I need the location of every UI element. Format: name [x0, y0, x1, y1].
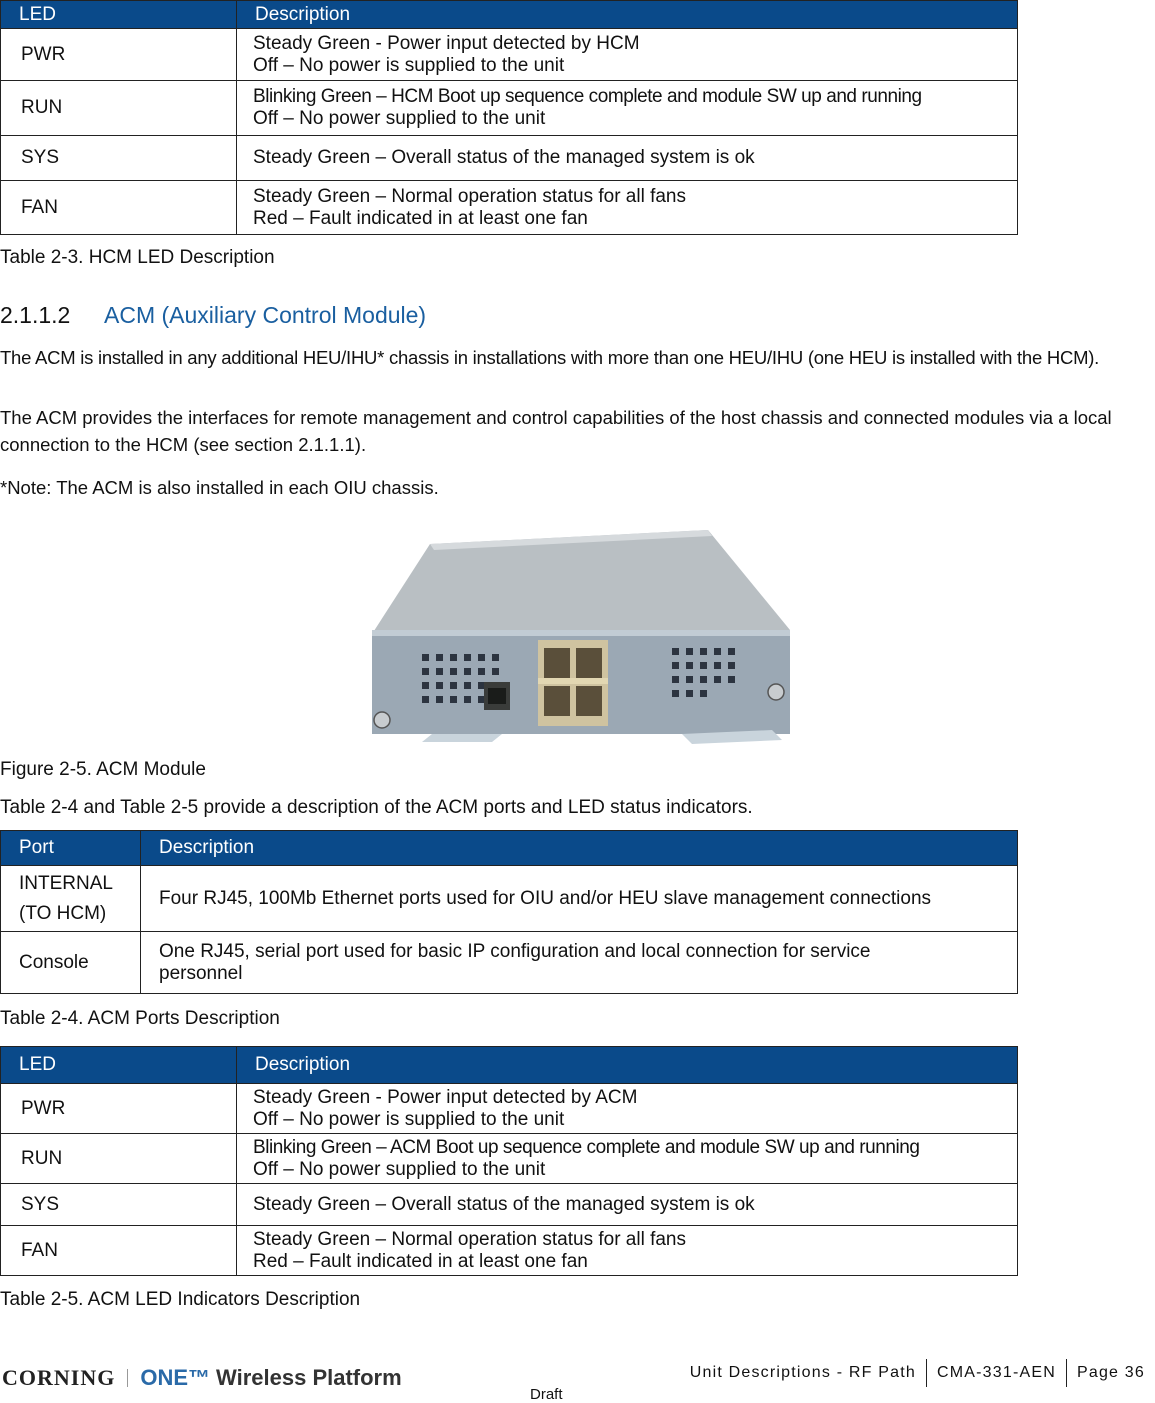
paragraph: The ACM is installed in any additional HEU/IHU* chassis in installations with more than one HEU/IHU (one HEU is installed with the HCM).: [0, 347, 1100, 368]
table-row: [1, 932, 1018, 994]
led-name: SYS: [1, 136, 237, 181]
table-row: [1, 136, 1018, 181]
table-row: [1, 866, 1018, 932]
corning-logo: CORNING ONE™ Wireless Platform: [2, 1365, 402, 1390]
table-row: [1, 81, 1018, 136]
table-row: [1, 1134, 1018, 1184]
acm-ports-table: [0, 830, 1018, 994]
section-heading: [0, 300, 426, 330]
led-name: PWR: [1, 1084, 237, 1134]
led-name: PWR: [1, 29, 237, 81]
page-footer: [0, 1358, 1155, 1403]
led-description: Steady Green - Power input detected by ACM Off – No power is supplied to the unit: [237, 1084, 1018, 1134]
port-description: One RJ45, serial port used for basic IP configuration and local connection for service personnel: [141, 932, 1018, 994]
table-header-cell: Description: [237, 1, 1018, 29]
led-name: RUN: [1, 1134, 237, 1184]
table-caption: Table 2-5. ACM LED Indicators Description: [0, 1289, 361, 1310]
port-name: Console: [1, 932, 141, 994]
table-row: [1, 181, 1018, 235]
table-header-cell: LED: [1, 1, 237, 29]
paragraph: The ACM provides the interfaces for remote management and control capabilities of the host chassis and connected modules via a local connection to the HCM (see section 2.1.1.1).: [0, 407, 1112, 455]
led-description: Steady Green – Overall status of the managed system is ok: [237, 1184, 1018, 1226]
table-row: [1, 1226, 1018, 1276]
led-name: RUN: [1, 81, 237, 136]
footer-info: [690, 1358, 1145, 1388]
draft-label: Draft: [530, 1386, 563, 1403]
table-caption: Table 2-3. HCM LED Description: [0, 247, 275, 268]
led-name: FAN: [1, 1226, 237, 1276]
table-row: [1, 29, 1018, 81]
table-header-cell: Port: [1, 831, 141, 866]
table-row: [1, 1184, 1018, 1226]
table-header-cell: Description: [237, 1047, 1018, 1084]
led-description: Steady Green – Normal operation status for all fans Red – Fault indicated in at least one fan: [237, 1226, 1018, 1276]
led-description: Blinking Green – ACM Boot up sequence complete and module SW up and running Off – No power supplied to the unit: [237, 1134, 1018, 1184]
led-description: Steady Green - Power input detected by HCM Off – No power is supplied to the unit: [237, 29, 1018, 81]
acm-led-table: [0, 1046, 1018, 1276]
paragraph-note: *Note: The ACM is also installed in each OIU chassis.: [0, 477, 439, 498]
paragraph: Table 2-4 and Table 2-5 provide a description of the ACM ports and LED status indicators.: [0, 797, 753, 818]
table-caption: Table 2-4. ACM Ports Description: [0, 1008, 280, 1029]
footer-section: Unit Descriptions - RF Path: [689, 1364, 916, 1381]
page-number: Page 36: [1076, 1364, 1145, 1381]
led-description: Steady Green – Normal operation status for all fans Red – Fault indicated in at least one fan: [237, 181, 1018, 235]
footer-doc-id: CMA-331-AEN: [936, 1364, 1056, 1381]
hcm-led-table: [0, 0, 1018, 235]
table-row: [1, 1084, 1018, 1134]
section-title: ACM (Auxiliary Control Module): [104, 302, 427, 328]
port-description: Four RJ45, 100Mb Ethernet ports used for OIU and/or HEU slave management connections: [141, 866, 1018, 932]
acm-module-photo: [372, 530, 790, 744]
port-name: INTERNAL (TO HCM): [1, 866, 141, 932]
figure-caption: Figure 2-5. ACM Module: [0, 759, 206, 780]
led-name: SYS: [1, 1184, 237, 1226]
table-header-cell: Description: [141, 831, 1018, 866]
table-header-cell: LED: [1, 1047, 237, 1084]
led-name: FAN: [1, 181, 237, 235]
section-number: 2.1.1.2: [0, 302, 71, 328]
led-description: Steady Green – Overall status of the managed system is ok: [237, 136, 1018, 181]
led-description: Blinking Green – HCM Boot up sequence complete and module SW up and running Off – No power supplied to the unit: [237, 81, 1018, 136]
